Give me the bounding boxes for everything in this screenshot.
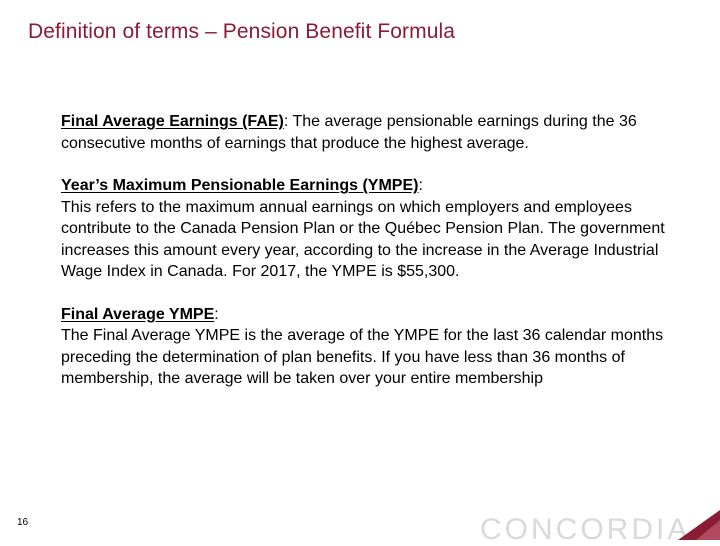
- definition-paragraph: [61, 111, 671, 154]
- term-separator: :: [283, 113, 289, 130]
- slide-title: Definition of terms – Pension Benefit Formula: [28, 20, 456, 43]
- definitions-list: [61, 111, 671, 411]
- definition-fae: [61, 111, 671, 154]
- term-definition: The Final Average YMPE is the average of the YMPE for the last 36 calendar months preceding the determination of plan benefits. If you have less than 36 months of membership, the average will be taken over your entire membership: [61, 327, 664, 387]
- term-label: Year’s Maximum Pensionable Earnings (YMPE): [61, 177, 419, 194]
- page-number: 16: [17, 517, 29, 528]
- term-separator: :: [418, 177, 423, 194]
- term-separator: :: [214, 305, 219, 323]
- term-definition: This refers to the maximum annual earnings on which employers and employees contribute to the Canada Pension Plan or the Québec Pension Plan. The government increases this amount every year, according to the increase in the Average Industrial Wage Index in Canada. For 2017, the YMPE is $55,300.: [61, 198, 665, 280]
- term-label: Final Average YMPE: [61, 305, 215, 323]
- definition-final-average-ympe: [61, 304, 671, 390]
- term-definition: The average pensionable earnings during the 36 consecutive months of earnings that produce the highest average.: [61, 113, 637, 152]
- concordia-logo: CONCORDIA: [480, 513, 691, 546]
- term-label: Final Average Earnings (FAE): [61, 113, 284, 130]
- definition-heading: [61, 304, 671, 326]
- definition-heading: [61, 175, 671, 197]
- corner-accent-icon: [674, 510, 720, 540]
- definition-ympe: [61, 175, 671, 283]
